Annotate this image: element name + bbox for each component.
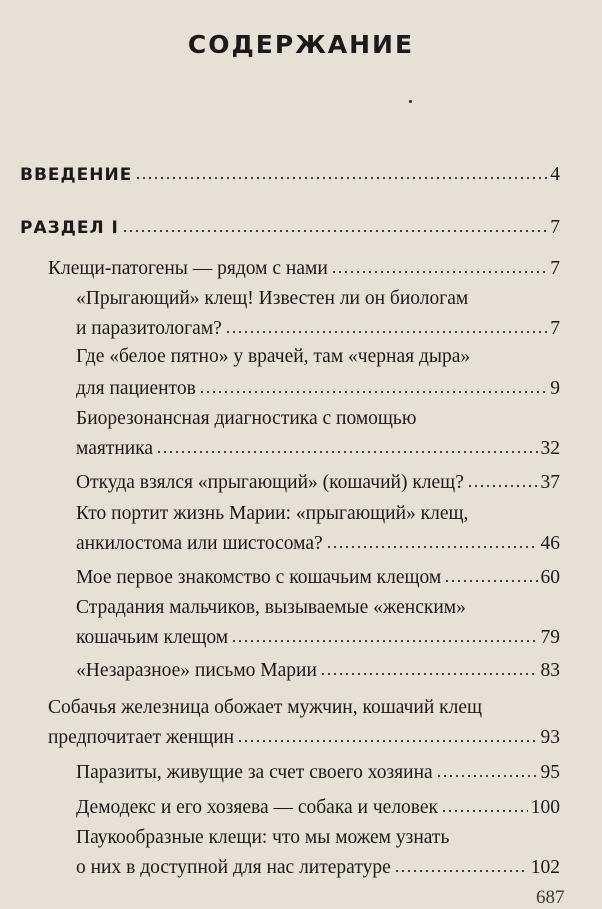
toc-entry-page: 46: [540, 533, 560, 555]
dot-leader: [441, 793, 528, 813]
toc-entry-page: 102: [530, 857, 560, 879]
toc-entry-page: 7: [550, 318, 560, 340]
toc-entry: [76, 656, 560, 682]
dot-leader: [225, 314, 547, 334]
toc-entry: [76, 468, 560, 494]
dot-leader: [122, 213, 547, 233]
dot-leader: [237, 723, 537, 743]
toc-entry-page: 7: [550, 217, 560, 239]
page-number: 687: [536, 887, 565, 908]
toc-entry-title-line1: Собачья железница обожает мужчин, кошачий клещ: [48, 697, 483, 718]
toc-entry-title: о них в доступной для нас литературе: [76, 857, 391, 879]
toc-entry-title: маятника: [76, 438, 154, 460]
toc-entry: [76, 434, 560, 460]
dot-leader: [436, 758, 538, 778]
toc-entry-page: 7: [550, 258, 560, 280]
toc-entry-title-line1: Паукообразные клещи: что мы можем узнать: [76, 827, 450, 848]
toc-entry-title: кошачьим клещом: [76, 627, 229, 649]
toc-entry: [76, 314, 560, 340]
toc-entry-page: 83: [540, 660, 560, 682]
toc-entry-title-line1: Где «белое пятно» у врачей, там «черная дыра»: [76, 346, 471, 367]
toc-entry: [76, 758, 560, 784]
toc-entry-title: Откуда взялся «прыгающий» (кошачий) клещ?: [76, 472, 464, 494]
dot-leader: [467, 468, 538, 488]
dot-leader: [320, 656, 538, 676]
dot-leader: [199, 374, 547, 394]
toc-entry-title: Паразиты, живущие за счет своего хозяина: [76, 762, 433, 784]
toc-entry-page: 100: [530, 797, 560, 819]
print-speck: [409, 100, 412, 103]
toc-entry: [76, 623, 560, 649]
toc-entry-title: Мое первое знакомство с кошачьим клещом: [76, 567, 442, 589]
toc-entry-page: 4: [550, 164, 560, 186]
toc-entry-title: предпочитает женщин: [48, 727, 235, 749]
toc-entry-title: Клещи-патогены — рядом с нами: [48, 258, 328, 280]
dot-leader: [394, 853, 528, 873]
toc-entry-title-line1: Страдания мальчиков, вызываемые «женским»: [76, 597, 466, 618]
toc-entry-page: 9: [550, 378, 560, 400]
dot-leader: [444, 563, 537, 583]
toc-entry-title-line1: Биорезонансная диагностика с помощью: [76, 408, 417, 429]
toc-entry-title: Демодекс и его хозяева — собака и человек: [76, 797, 439, 819]
toc-entry-title: РАЗДЕЛ I: [20, 218, 119, 239]
toc-entry-title: и паразитологам?: [76, 318, 222, 340]
toc-entry: [76, 853, 560, 879]
toc-entry-page: 93: [540, 727, 560, 749]
toc-entry: [76, 563, 560, 589]
toc-entry-title: для пациентов: [76, 378, 196, 400]
dot-leader: [231, 623, 537, 643]
dot-leader: [135, 160, 547, 180]
dot-leader: [331, 254, 547, 274]
toc-entry: [76, 374, 560, 400]
toc-entry-introduction: [20, 160, 560, 186]
toc-entry-page: 37: [540, 472, 560, 494]
toc-entry-title: анкилостома или шистосома?: [76, 533, 323, 555]
toc-entry-title: ВВЕДЕНИЕ: [20, 165, 133, 186]
toc-entry-page: 32: [540, 438, 560, 460]
dot-leader: [156, 434, 537, 454]
toc-entry-page: 79: [540, 627, 560, 649]
toc-entry-title-line1: Кто портит жизнь Марии: «прыгающий» клещ,: [76, 503, 469, 524]
page-title: СОДЕРЖАНИЕ: [187, 30, 415, 59]
toc-entry: [76, 529, 560, 555]
toc-entry: [76, 793, 560, 819]
toc-entry-page: 95: [540, 762, 560, 784]
toc-entry-title: «Незаразное» письмо Марии: [76, 660, 317, 682]
toc-entry-title-line1: «Прыгающий» клещ! Известен ли он биологам: [76, 288, 469, 309]
dot-leader: [326, 529, 538, 549]
toc-entry: [48, 254, 560, 280]
toc-entry: [48, 723, 560, 749]
toc-entry-section-1: [20, 213, 560, 239]
toc-entry-page: 60: [540, 567, 560, 589]
